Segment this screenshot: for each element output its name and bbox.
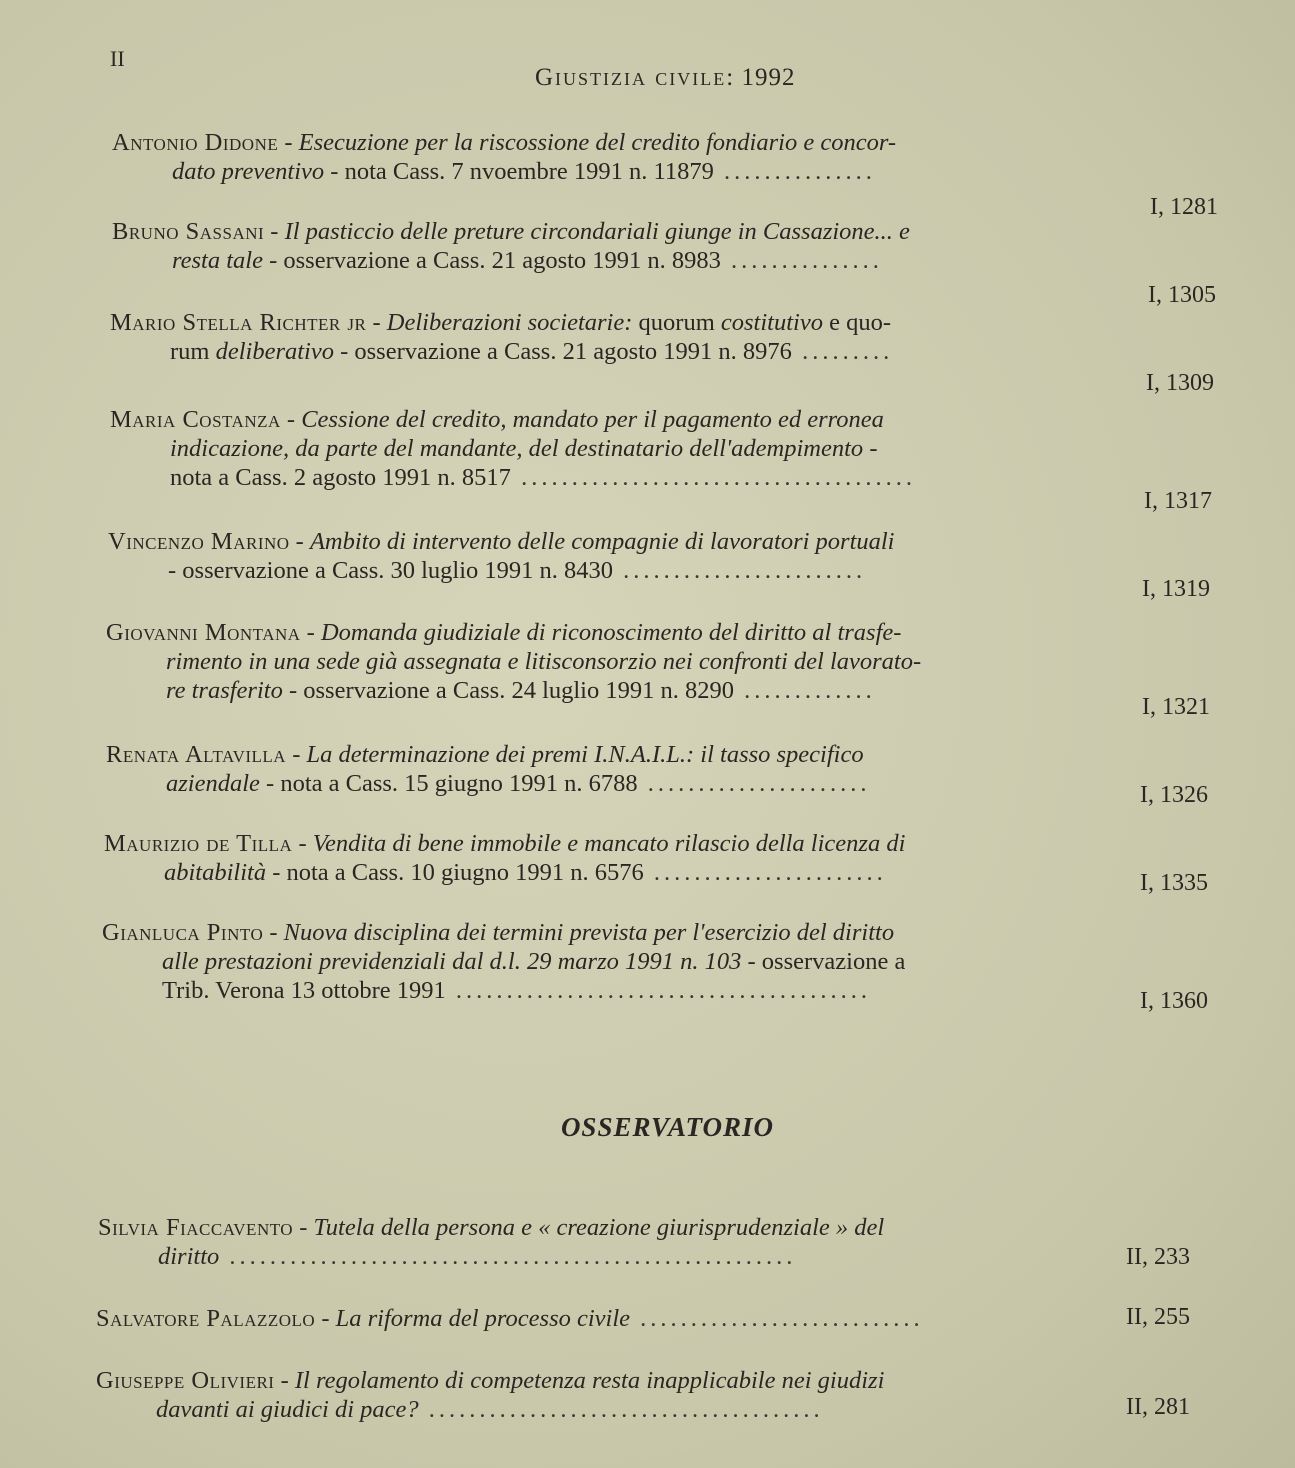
entry-line — [106, 618, 1081, 647]
entry-line — [96, 1395, 1071, 1424]
entry-author: Vincenzo Marino — [108, 528, 290, 555]
author-separator: - — [263, 919, 284, 946]
entry-title: Domanda giudiziale di riconoscimento del diritto al trasfe- — [320, 619, 902, 646]
entry-text — [96, 1304, 1071, 1333]
entry-note: - — [863, 435, 878, 462]
entry-note: - nota a Cass. 15 giugno 1991 n. 6788 — [259, 770, 638, 797]
entry-line — [106, 647, 1081, 676]
page-reference: II, 255 — [1126, 1304, 1190, 1330]
entry-text — [106, 618, 1081, 705]
entry-line — [102, 976, 1077, 1005]
entry-note: - nota Cass. 7 nvoembre 1991 n. 11879 — [324, 158, 714, 185]
entry-line — [102, 918, 1077, 947]
entry-note: - osservazione a — [741, 948, 906, 975]
entry-note-part: - osservazione a Cass. 21 agosto 1991 n. 8976 — [333, 338, 792, 365]
entry-line — [110, 434, 1085, 463]
entry-title: Ambito di intervento delle compagnie di lavoratori portuali — [309, 528, 895, 555]
page-reference: I, 1317 — [1144, 488, 1212, 514]
page-reference: I, 1321 — [1142, 694, 1210, 720]
author-separator: - — [300, 619, 321, 646]
entry-note: Trib. Verona 13 ottobre 1991 — [162, 977, 446, 1004]
entry-line — [112, 217, 1087, 246]
author-separator: - — [366, 309, 387, 336]
entry-title-part: deliberativo — [215, 338, 334, 365]
entry-text — [112, 217, 1087, 275]
entry-title: davanti ai giudici di pace? — [156, 1396, 419, 1423]
entry-author: Mario Stella Richter jr — [110, 309, 367, 336]
page-reference: I, 1305 — [1148, 282, 1216, 308]
page-reference: I, 1309 — [1146, 370, 1214, 396]
author-separator: - — [286, 741, 307, 768]
entry-line — [106, 740, 1081, 769]
entry-text — [106, 740, 1081, 798]
leader-dots: ........................................................ — [219, 1243, 797, 1270]
entry-note: rum — [170, 338, 216, 365]
entry-title: Tutela della persona e « creazione giurisprudenziale » del — [313, 1214, 885, 1241]
entry-title: resta tale — [172, 247, 263, 274]
page-reference: II, 281 — [1126, 1394, 1190, 1420]
page-reference: I, 1281 — [1150, 194, 1218, 220]
entry-line — [112, 128, 1087, 157]
entry-title: Cessione del credito, mandato per il pagamento ed erronea — [301, 406, 884, 433]
entry-author: Bruno Sassani — [112, 218, 265, 245]
author-separator: - — [289, 528, 310, 555]
entry-title: re trasferito — [166, 677, 283, 704]
leader-dots: ............... — [713, 158, 876, 185]
entry-line — [112, 246, 1087, 275]
leader-dots: ....................................... — [510, 464, 916, 491]
entry-line — [108, 527, 1083, 556]
entry-author: Giovanni Montana — [106, 619, 301, 646]
entry-line — [110, 308, 1085, 337]
running-head — [535, 64, 795, 92]
entry-title: diritto — [158, 1243, 220, 1270]
entry-line — [108, 556, 1083, 585]
journal-name: Giustizia civile — [535, 64, 727, 91]
entry-note-part: e quo- — [822, 309, 891, 336]
author-separator: - — [278, 129, 299, 156]
leader-dots: ............. — [734, 677, 876, 704]
entry-note: quorum — [632, 309, 721, 336]
entry-title: alle prestazioni previdenziali dal d.l. 29 marzo 1991 n. 103 — [162, 948, 742, 975]
entry-title: aziendale — [166, 770, 260, 797]
entry-author: Giuseppe Olivieri — [96, 1367, 275, 1394]
page-reference: I, 1360 — [1140, 988, 1208, 1014]
entry-note: - osservazione a Cass. 30 luglio 1991 n. 8430 — [168, 557, 614, 584]
page-reference: I, 1326 — [1140, 782, 1208, 808]
entry-note: - nota a Cass. 10 giugno 1991 n. 6576 — [266, 859, 644, 886]
entry-line — [98, 1213, 1073, 1242]
entry-author: Maurizio de Tilla — [104, 830, 293, 857]
entry-title: Nuova disciplina dei termini prevista per l'esercizio del diritto — [283, 919, 895, 946]
entry-title-part: costitutivo — [720, 309, 823, 336]
leader-dots: ......... — [791, 338, 894, 365]
author-separator: - — [280, 406, 302, 433]
entry-text — [110, 308, 1085, 366]
leader-dots: ...................... — [637, 770, 871, 797]
entry-title: Vendita di bene immobile e mancato rilascio della licenza di — [312, 830, 906, 857]
entry-title: dato preventivo — [172, 158, 325, 185]
entry-line — [96, 1366, 1071, 1395]
entry-author: Maria Costanza — [110, 406, 281, 433]
entry-text — [96, 1366, 1071, 1424]
leader-dots: ........................ — [613, 557, 867, 584]
entry-text — [108, 527, 1083, 585]
author-separator: - — [293, 1214, 314, 1241]
author-separator: - — [264, 218, 285, 245]
entry-title: Deliberazioni societarie: — [386, 309, 633, 336]
entry-note: - osservazione a Cass. 24 luglio 1991 n. 8290 — [282, 677, 734, 704]
page-number: II — [110, 46, 125, 71]
leader-dots: ......................................... — [445, 977, 872, 1004]
leader-dots: ............... — [720, 247, 883, 274]
entry-title: Il pasticcio delle preture circondariali giunge in Cassazione... e — [284, 218, 910, 245]
author-separator: - — [292, 830, 313, 857]
entry-line — [98, 1242, 1073, 1271]
entry-title: indicazione, da parte del mandante, del destinatario dell'adempimento — [170, 435, 864, 462]
page-reference: II, 233 — [1126, 1244, 1190, 1270]
entry-note: nota a Cass. 2 agosto 1991 n. 8517 — [170, 464, 511, 491]
entry-author: Antonio Didone — [112, 129, 279, 156]
entry-line — [110, 337, 1085, 366]
author-separator: - — [315, 1305, 336, 1332]
entry-text — [98, 1213, 1073, 1271]
entry-author: Salvatore Palazzolo — [96, 1305, 316, 1332]
entry-text — [112, 128, 1087, 186]
entry-title: abitabilità — [164, 859, 267, 886]
entry-title: Esecuzione per la riscossione del credito fondiario e concor- — [298, 129, 897, 156]
entry-title: rimento in una sede già assegnata e litisconsorzio nei confronti del lavorato- — [166, 648, 922, 675]
entry-line — [96, 1304, 1071, 1333]
entry-line — [106, 676, 1081, 705]
entry-text — [110, 405, 1085, 492]
author-separator: - — [274, 1367, 295, 1394]
entry-line — [104, 829, 1079, 858]
section-title: OSSERVATORIO — [560, 1112, 775, 1142]
entry-title: La riforma del processo civile — [335, 1305, 631, 1332]
entry-line — [112, 157, 1087, 186]
entry-author: Gianluca Pinto — [102, 919, 264, 946]
leader-dots: ....................................... — [418, 1396, 824, 1423]
page-reference: I, 1319 — [1142, 576, 1210, 602]
leader-dots: ............................ — [630, 1305, 924, 1332]
entry-title: Il regolamento di competenza resta inapplicabile nei giudizi — [294, 1367, 885, 1394]
entry-title: La determinazione dei premi I.N.A.I.L.: il tasso specifico — [306, 741, 864, 768]
journal-year: 1992 — [741, 64, 796, 91]
entry-text — [104, 829, 1079, 887]
entry-author: Renata Altavilla — [106, 741, 287, 768]
journal-separator: : — [726, 64, 742, 91]
entry-line — [104, 858, 1079, 887]
page-reference: I, 1335 — [1140, 870, 1208, 896]
leader-dots: ....................... — [643, 859, 887, 886]
entry-note: - osservazione a Cass. 21 agosto 1991 n. 8983 — [262, 247, 721, 274]
entry-line — [110, 405, 1085, 434]
entry-author: Silvia Fiaccavento — [98, 1214, 294, 1241]
entry-line — [102, 947, 1077, 976]
entry-line — [106, 769, 1081, 798]
entry-line — [110, 463, 1085, 492]
entry-text — [102, 918, 1077, 1005]
